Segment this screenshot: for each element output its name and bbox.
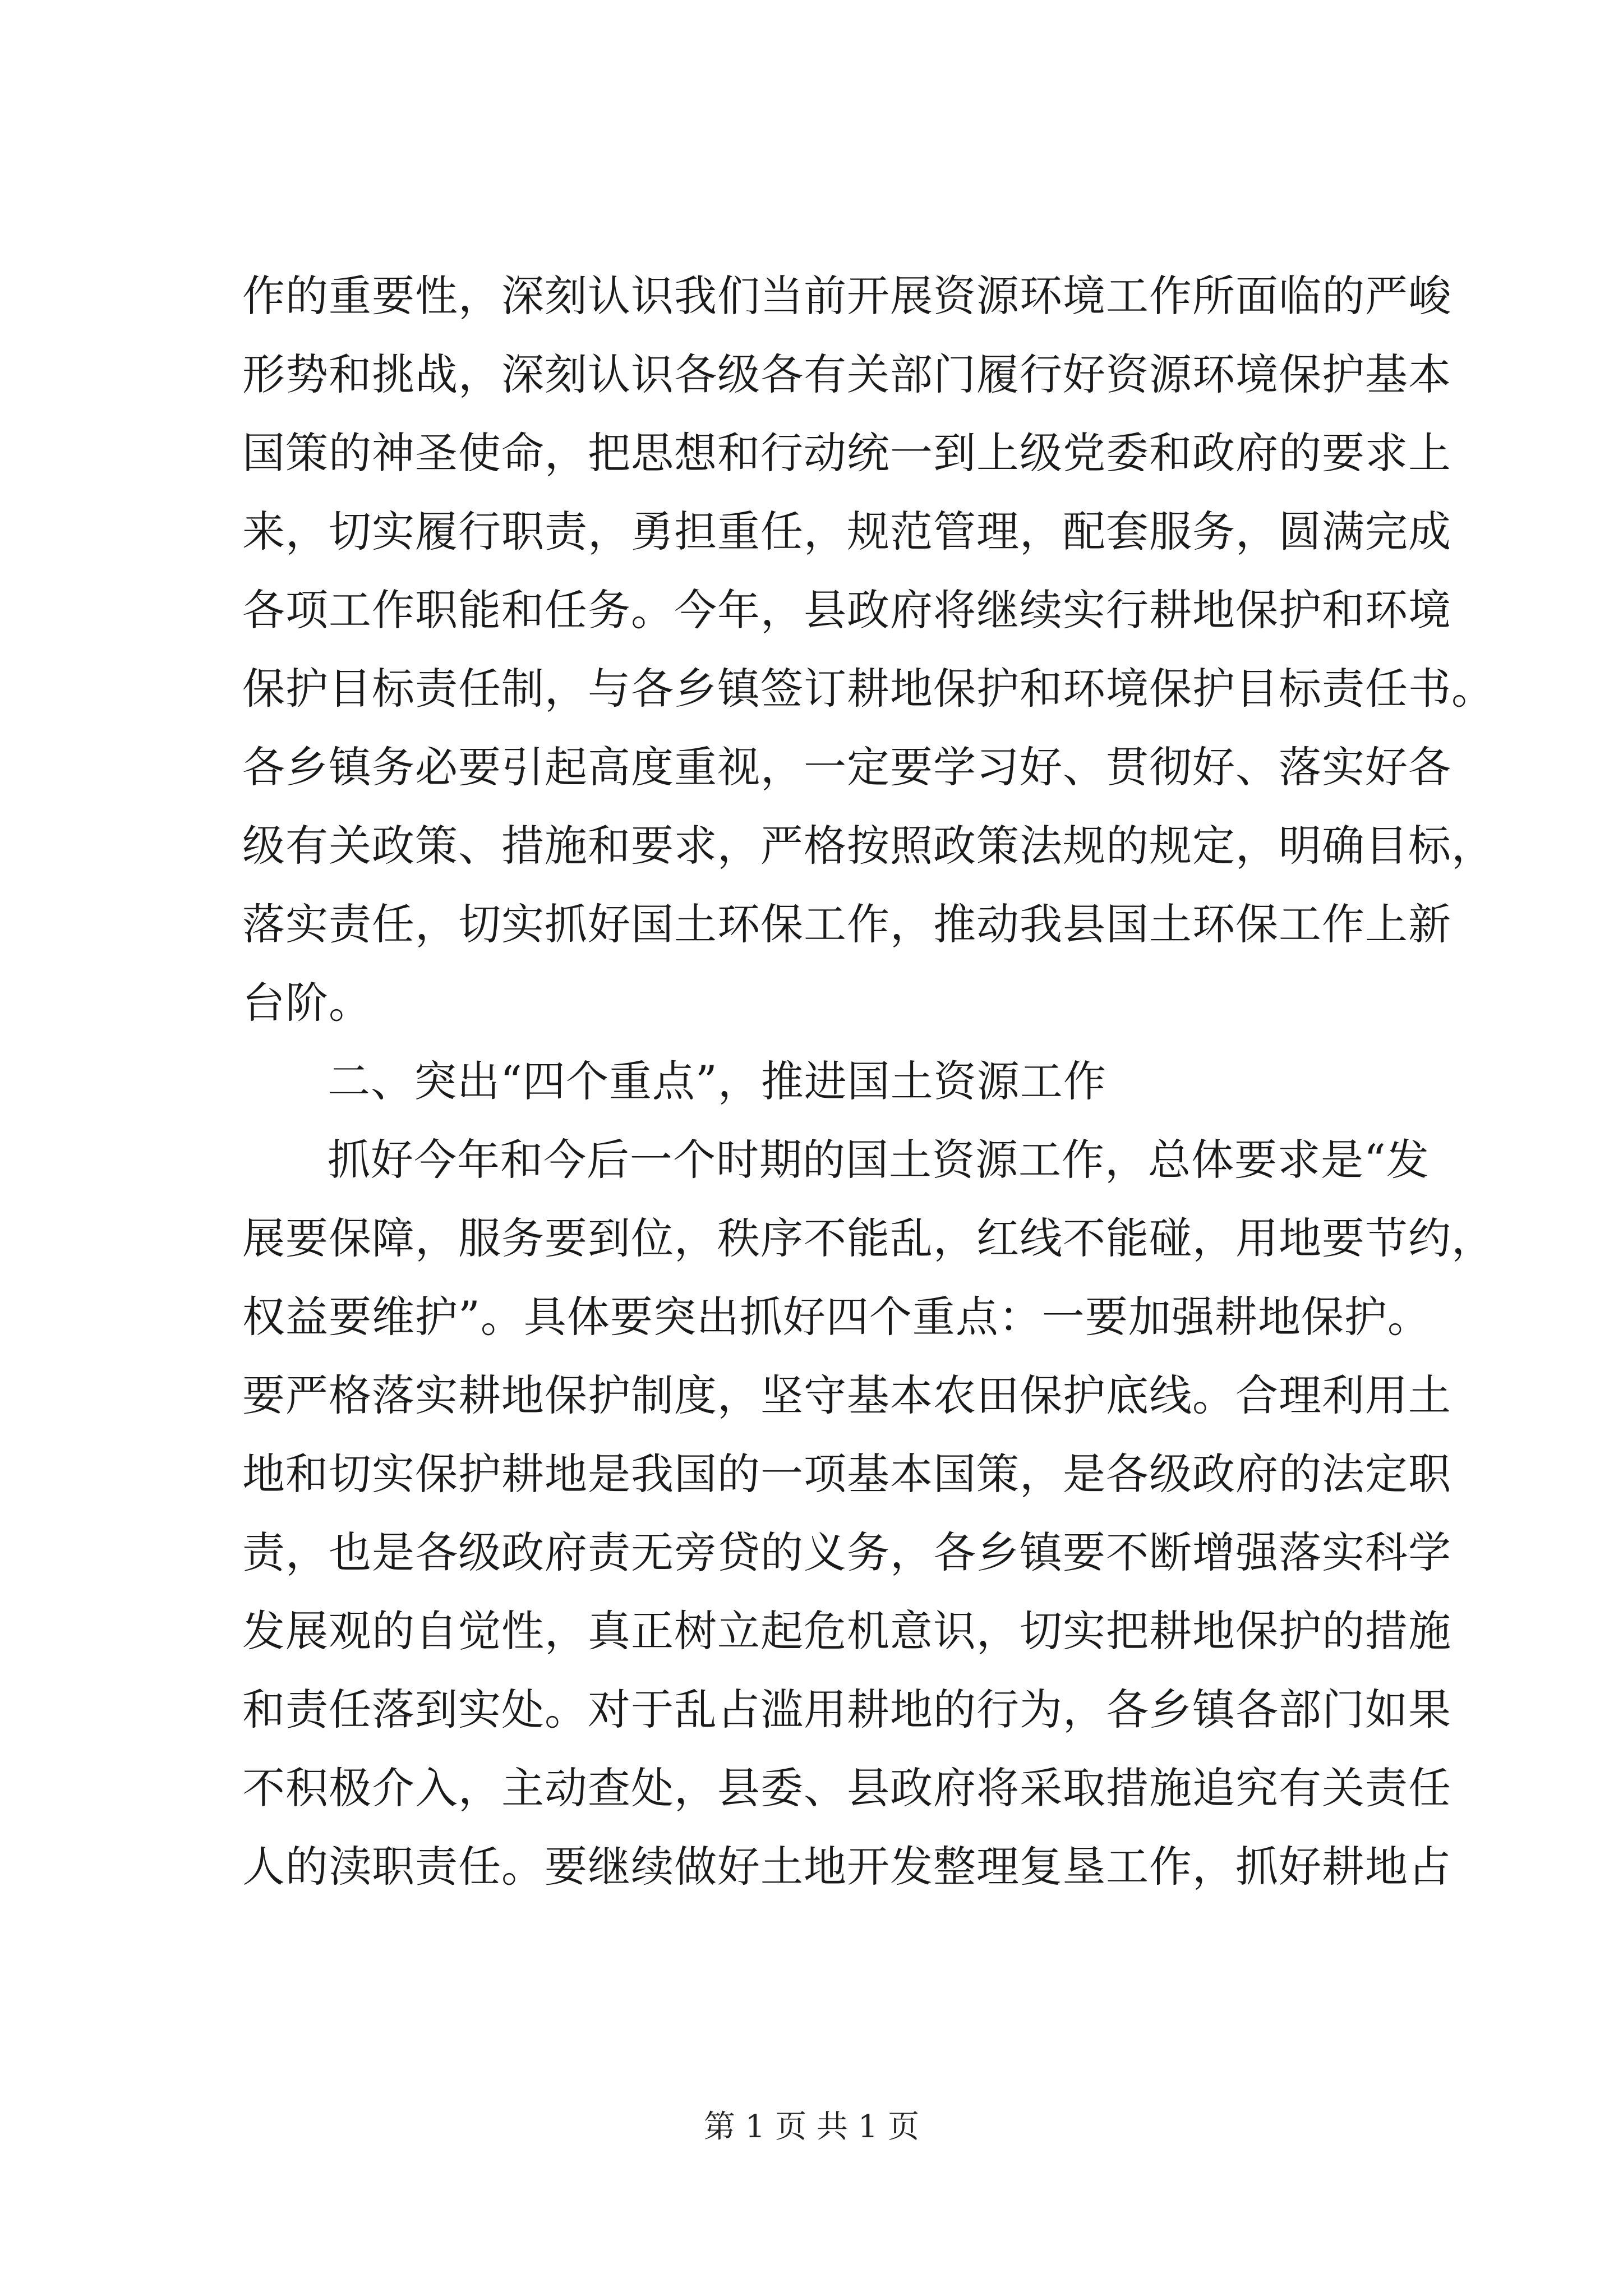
text-line: 责，也是各级政府责无旁贷的义务，各乡镇要不断增强落实科学 <box>242 1527 1451 1577</box>
text-line: 抓好今年和今后一个时期的国土资源工作，总体要求是“发 <box>328 1135 1430 1185</box>
text-line: 权益要维护”。具体要突出抓好四个重点：一要加强耕地保护。 <box>242 1292 1431 1342</box>
text-line: 台阶。 <box>242 978 372 1028</box>
text-line: 和责任落到实处。对于乱占滥用耕地的行为，各乡镇各部门如果 <box>242 1685 1451 1734</box>
text-line: 保护目标责任制，与各乡镇签订耕地保护和环境保护目标责任书。 <box>242 664 1495 714</box>
text-line: 各项工作职能和任务。今年，县政府将继续实行耕地保护和环境 <box>242 585 1451 635</box>
text-line: 展要保障，服务要到位，秩序不能乱，红线不能碰，用地要节约， <box>242 1213 1495 1263</box>
page-number-footer: 第 1 页 共 1 页 <box>703 2109 920 2145</box>
text-line: 各乡镇务必要引起高度重视，一定要学习好、贯彻好、落实好各 <box>242 742 1451 792</box>
text-line: 形势和挑战，深刻认识各级各有关部门履行好资源环境保护基本 <box>242 349 1451 399</box>
text-line: 作的重要性，深刻认识我们当前开展资源环境工作所面临的严峻 <box>242 271 1451 321</box>
text-line: 人的渎职责任。要继续做好土地开发整理复垦工作，抓好耕地占 <box>242 1842 1451 1892</box>
text-line: 国策的神圣使命，把思想和行动统一到上级党委和政府的要求上 <box>242 428 1451 478</box>
text-line: 不积极介入，主动查处，县委、县政府将采取措施追究有关责任 <box>242 1763 1451 1813</box>
text-line: 级有关政策、措施和要求，严格按照政策法规的规定，明确目标， <box>242 821 1495 871</box>
text-line: 发展观的自觉性，真正树立起危机意识，切实把耕地保护的措施 <box>242 1606 1451 1656</box>
text-line: 地和切实保护耕地是我国的一项基本国策，是各级政府的法定职 <box>242 1449 1451 1499</box>
text-line: 来，切实履行职责，勇担重任，规范管理，配套服务，圆满完成 <box>242 507 1451 556</box>
text-line: 落实责任，切实抓好国土环保工作，推动我县国土环保工作上新 <box>242 899 1451 949</box>
section-heading: 二、突出“四个重点”，推进国土资源工作 <box>328 1056 1106 1106</box>
text-line: 要严格落实耕地保护制度，坚守基本农田保护底线。合理利用土 <box>242 1370 1451 1420</box>
